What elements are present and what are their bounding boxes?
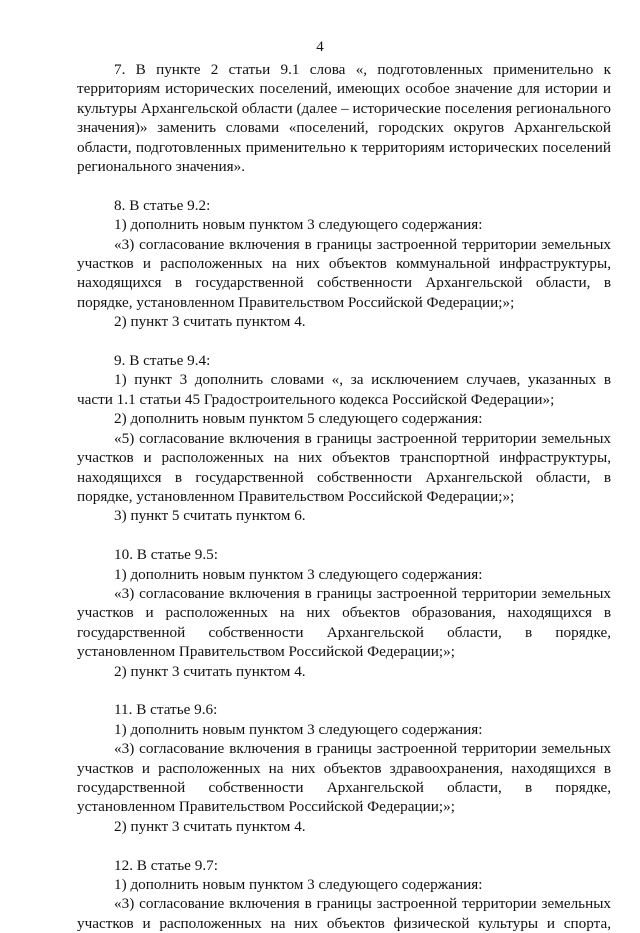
paragraph-item-9-2: 2) дополнить новым пунктом 5 следующего содержания: [114,410,483,428]
paragraph-item-9-heading: 9. В статье 9.4: [114,352,211,370]
paragraph-item-8-heading: 8. В статье 9.2: [114,196,211,214]
paragraph-item-12-1: 1) дополнить новым пунктом 3 следующего содержания: [114,875,483,893]
paragraph-spacer [77,332,611,351]
page-number: 4 [316,39,324,55]
paragraph-item-11-quote: «3) согласование включения в границы застроенной территории земельных участков и расположенных на них объектов здравоохранения, находящихся в государственной собственности Архангельской области, в порядке, установленном Правительством Российской Федерации;»; [77,740,611,816]
paragraph-item-12-quote: «3) согласование включения в границы застроенной территории земельных участков и расположенных на них объектов физической культуры и спорта, [77,895,611,932]
paragraph-item-11-2: 2) пункт 3 считать пунктом 4. [114,817,306,835]
paragraph-spacer [77,681,611,700]
paragraph-item-12-heading: 12. В статье 9.7: [114,856,218,874]
paragraph-spacer [77,176,611,195]
paragraph-spacer [77,836,611,855]
paragraph-item-9-3: 3) пункт 5 считать пунктом 6. [114,507,306,525]
document-body [77,60,611,933]
paragraph-item-10-2: 2) пункт 3 считать пунктом 4. [114,662,306,680]
paragraph-item-9-1: 1) пункт 3 дополнить словами «, за исключением случаев, указанных в части 1.1 статьи 45 Градостроительного кодекса Российской Федерации»; [77,371,611,408]
paragraph-item-9-quote: «5) согласование включения в границы застроенной территории земельных участков и расположенных на них объектов транспортной инфраструктуры, находящихся в государственной собственности Архангельской области, в порядке, установленном Правительством Российской Федерации;»; [77,429,611,505]
paragraph-spacer [77,526,611,545]
paragraph-item-10-quote: «3) согласование включения в границы застроенной территории земельных участков и расположенных на них объектов образования, находящихся в государственной собственности Архангельской области, в порядке, установленном Правительством Российской Федерации;»; [77,584,611,661]
paragraph-item-10-heading: 10. В статье 9.5: [114,546,218,564]
paragraph-item-8-1: 1) дополнить новым пунктом 3 следующего содержания: [114,216,483,234]
paragraph-item-7: 7. В пункте 2 статьи 9.1 слова «, подготовленных применительно к территориям исторических поселений, имеющих особое значение для истории и культуры Архангельской области (далее – исторические поселения регионального значения)» заменить словами «поселений, городских округов Архангельской области, подготовленных применительно к территориям исторических поселений регионального значения». [77,61,611,176]
paragraph-item-8-2: 2) пункт 3 считать пунктом 4. [114,313,306,331]
paragraph-item-11-1: 1) дополнить новым пунктом 3 следующего содержания: [114,720,483,738]
paragraph-item-10-1: 1) дополнить новым пунктом 3 следующего содержания: [114,565,483,583]
paragraph-item-11-heading: 11. В статье 9.6: [114,701,218,719]
paragraph-item-8-quote: «3) согласование включения в границы застроенной территории земельных участков и расположенных на них объектов коммунальной инфраструктуры, находящихся в государственной собственности Архангельской области, в порядке, установленном Правительством Российской Федерации;»; [77,235,611,311]
